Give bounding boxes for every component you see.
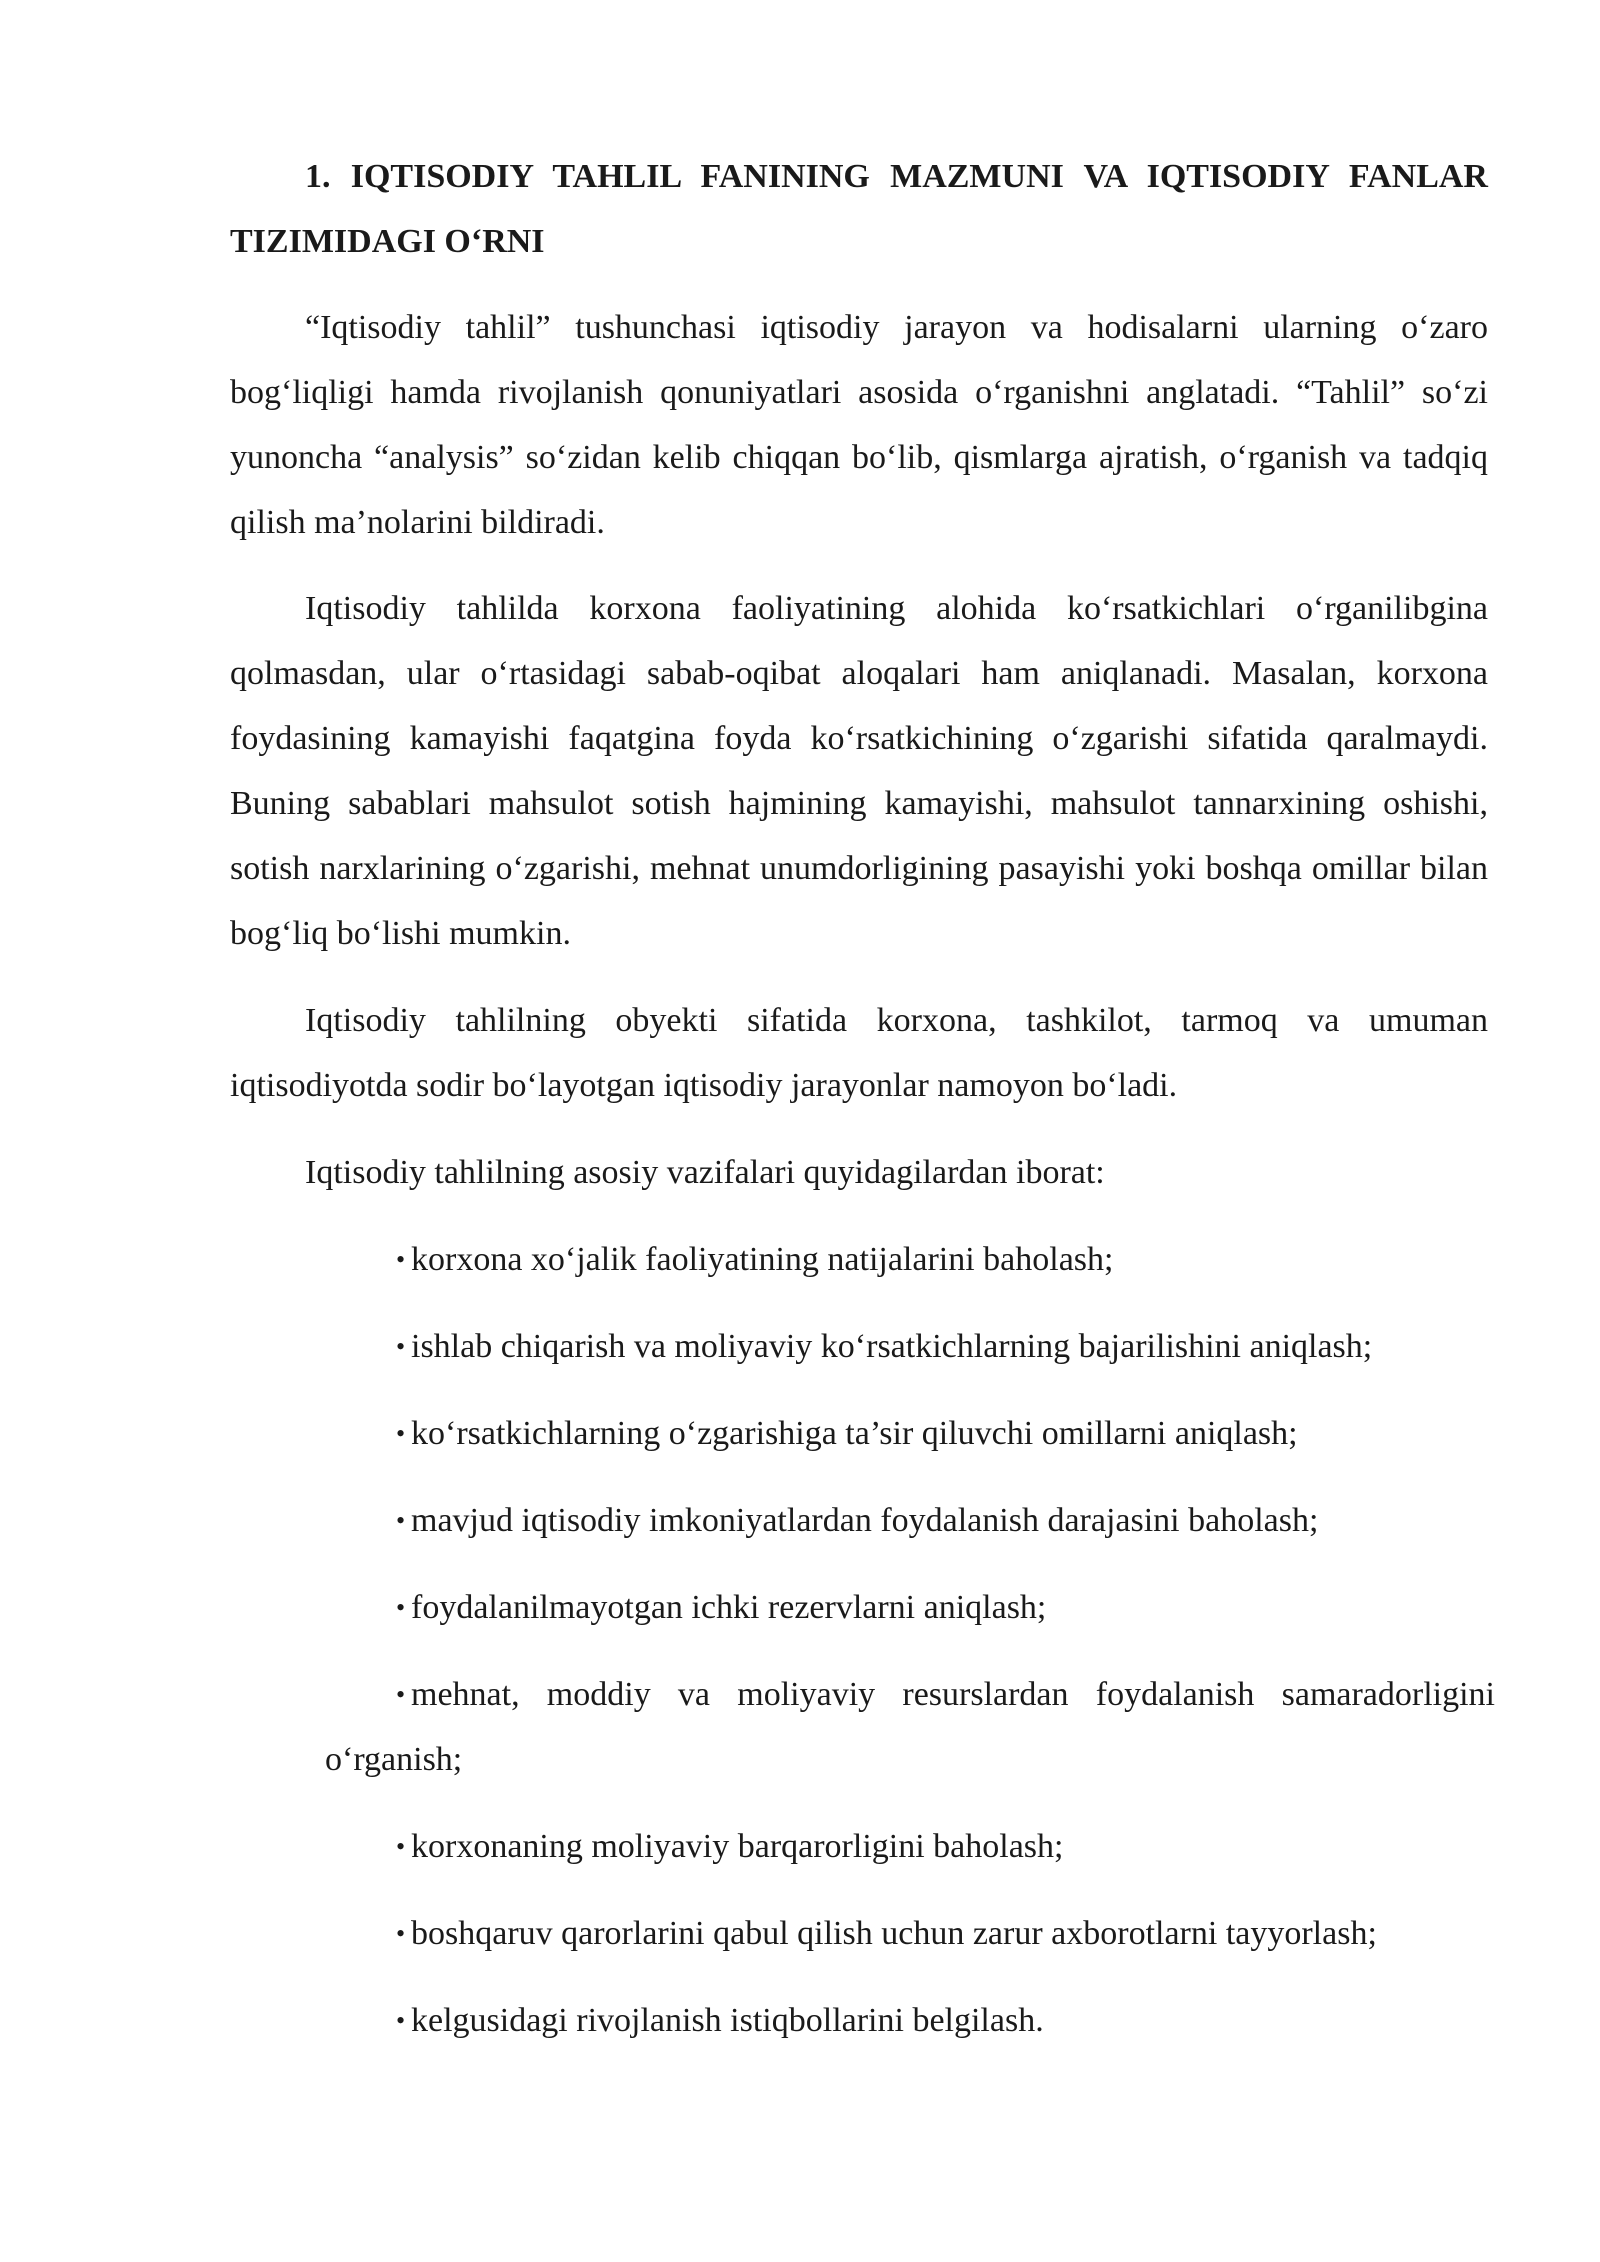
- bullet-icon: •: [396, 1680, 406, 1709]
- list-item-text: ishlab chiqarish va moliyaviy ko‘rsatkichlarning bajarilishini aniqlash;: [411, 1328, 1373, 1365]
- paragraph-cause-effect: Iqtisodiy tahlilda korxona faoliyatining alohida ko‘rsatkichlari o‘rganilibgina qolmasdan, ular o‘rtasidagi sabab-oqibat aloqalari ham aniqlanadi. Masalan, korxona foydasining kamayishi faqatgina foyda ko‘rsatkichining o‘zgarishi sifatida qaralmaydi. Buning sabablari mahsulot sotish hajmining kamayishi, mahsulot tannarxining oshishi, sotish narxlarining o‘zgarishi, mehnat unumdorligining pasayishi yoki boshqa omillar bilan bog‘liq bo‘lishi mumkin.: [230, 590, 1488, 952]
- list-item-text: foydalanilmayotgan ichki rezervlarni aniqlash;: [411, 1589, 1047, 1626]
- document-page: [230, 0, 1495, 2262]
- paragraph-definition: “Iqtisodiy tahlil” tushunchasi iqtisodiy jarayon va hodisalarni ularning o‘zaro bog‘liqligi hamda rivojlanish qonuniyatlari asosida o‘rganishni anglatadi. “Tahlil” so‘zi yunoncha “analysis” so‘zidan kelib chiqqan bo‘lib, qismlarga ajratish, o‘rganish va tadqiq qilish ma’nolarini bildiradi.: [230, 309, 1488, 541]
- list-item: [325, 1575, 1495, 1640]
- bullet-icon: •: [396, 1832, 406, 1861]
- bullet-icon: •: [396, 2006, 406, 2035]
- bullet-icon: •: [396, 1919, 406, 1948]
- bullet-icon: •: [396, 1593, 406, 1622]
- list-item: [325, 1814, 1495, 1879]
- bullet-icon: •: [396, 1506, 406, 1535]
- list-item-text: kelgusidagi rivojlanish istiqbollarini belgilash.: [411, 2002, 1044, 2039]
- list-item-text: mavjud iqtisodiy imkoniyatlardan foydalanish darajasini baholash;: [411, 1502, 1319, 1539]
- list-item-text: ko‘rsatkichlarning o‘zgarishiga ta’sir qiluvchi omillarni aniqlash;: [411, 1415, 1298, 1452]
- list-item: [325, 1401, 1495, 1466]
- list-item: [325, 1227, 1495, 1292]
- list-item: [325, 1901, 1485, 1966]
- tasks-list: [325, 1227, 1495, 2075]
- bullet-icon: •: [396, 1332, 406, 1361]
- list-item-text: boshqaruv qarorlarini qabul qilish uchun zarur axborotlarni tayyorlash;: [411, 1915, 1377, 1952]
- list-item: [325, 1314, 1495, 1379]
- list-item: [325, 1662, 1495, 1792]
- paragraph-object: Iqtisodiy tahlilning obyekti sifatida korxona, tashkilot, tarmoq va umuman iqtisodiyotda sodir bo‘layotgan iqtisodiy jarayonlar namoyon bo‘ladi.: [230, 1002, 1488, 1104]
- bullet-icon: •: [396, 1419, 406, 1448]
- list-item-text: korxona xo‘jalik faoliyatining natijalarini baholash;: [411, 1241, 1114, 1278]
- section-heading: 1. IQTISODIY TAHLIL FANINING MAZMUNI VA IQTISODIY FANLAR TIZIMIDAGI O‘RNI: [230, 158, 1488, 260]
- list-item: [325, 1488, 1495, 1553]
- bullet-icon: •: [396, 1245, 406, 1274]
- list-item: [325, 1988, 1495, 2053]
- list-item-text: korxonaning moliyaviy barqarorligini baholash;: [411, 1828, 1064, 1865]
- list-item-text: mehnat, moddiy va moliyaviy resurslardan foydalanish samaradorligini o‘rganish;: [325, 1676, 1495, 1778]
- paragraph-tasks-intro: Iqtisodiy tahlilning asosiy vazifalari quyidagilardan iborat:: [305, 1154, 1105, 1191]
